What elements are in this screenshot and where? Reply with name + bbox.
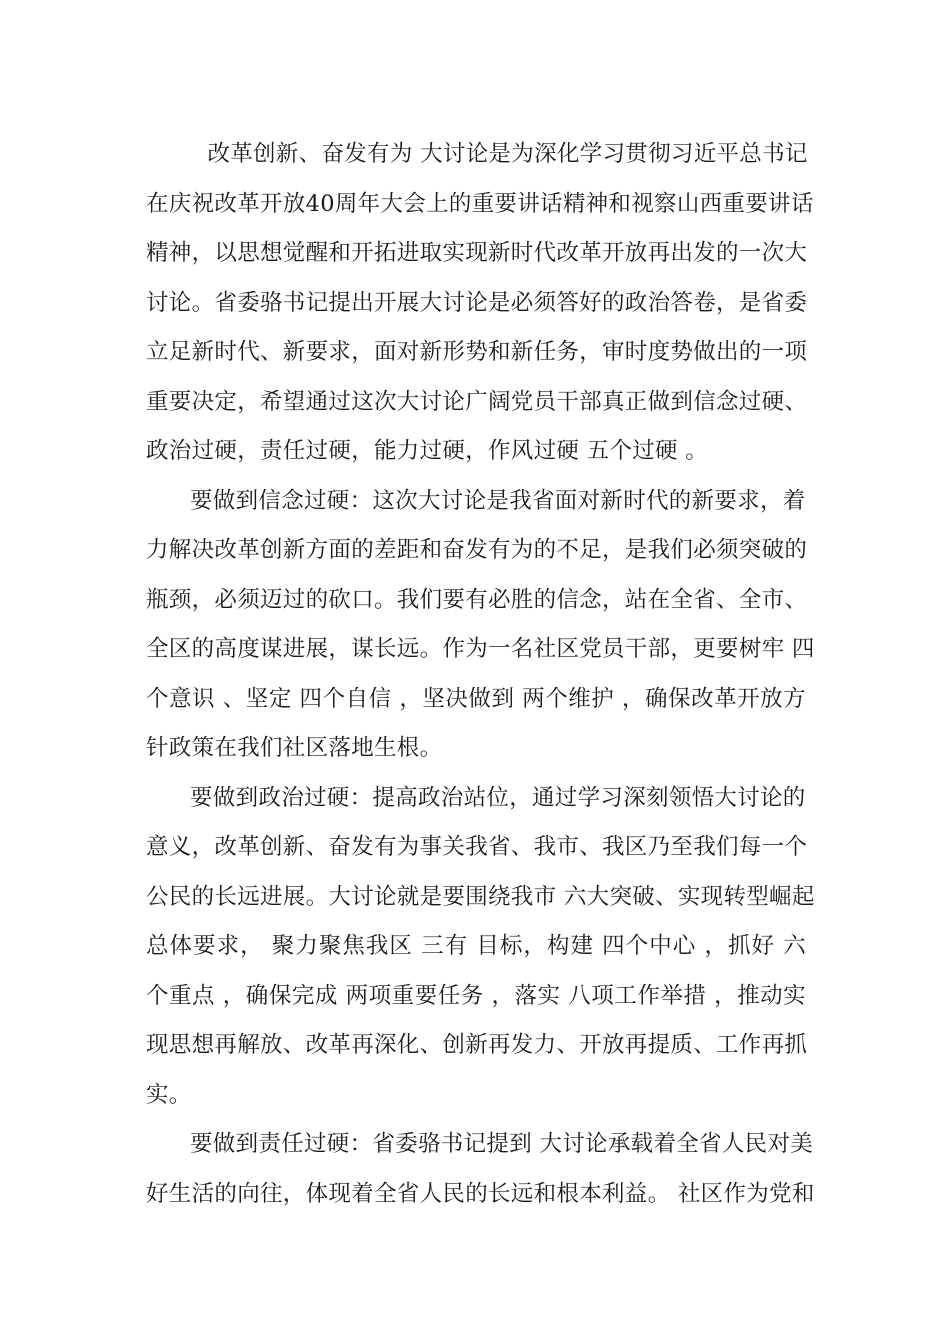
paragraph-3-line-4: 总体要求， 聚力聚焦我区 三有 目标，构建 四个中心 ，抓好 六: [146, 933, 806, 959]
paragraph-3-line-2: 意义，改革创新、奋发有为事关我省、我市、我区乃至我们每一个: [146, 834, 808, 860]
paragraph-3-line-7: 实。: [146, 1082, 192, 1108]
paragraph-3-line-6: 现思想再解放、改革再深化、创新再发力、开放再提质、工作再抓: [146, 1032, 808, 1058]
paragraph-3-line-5: 个重点 ，确保完成 两项重要任务 ，落实 八项工作举措 ，推动实: [146, 983, 806, 1009]
paragraph-4-line-2: 好生活的向往，体现着全省人民的长远和根本利益。 社区作为党和: [146, 1181, 815, 1207]
paragraph-1-line-3: 精神，以思想觉醒和开拓进取实现新时代改革开放再出发的一次大: [146, 240, 808, 266]
paragraph-2-line-4: 全区的高度谋进展，谋长远。作为一名社区党员干部，更要树牢 四: [146, 636, 815, 662]
paragraph-1-line-2: 在庆祝改革开放40周年大会上的重要讲话精神和视察山西重要讲话: [146, 191, 814, 217]
paragraph-2-line-1: 要做到信念过硬：这次大讨论是我省面对新时代的新要求，着: [190, 488, 806, 514]
paragraph-4-line-1: 要做到责任过硬：省委骆书记提到 大讨论承载着全省人民对美: [190, 1131, 814, 1157]
paragraph-2-line-3: 瓶颈，必须迈过的砍口。我们要有必胜的信念，站在全省、全市、: [146, 587, 808, 613]
paragraph-1-line-7: 政治过硬，责任过硬，能力过硬，作风过硬 五个过硬 。: [146, 438, 709, 464]
paragraph-2-line-2: 力解决改革创新方面的差距和奋发有为的不足，是我们必须突破的: [146, 537, 808, 563]
paragraph-1-line-6: 重要决定，希望通过这次大讨论广阔党员干部真正做到信念过硬、: [146, 389, 808, 415]
paragraph-1-line-4: 讨论。省委骆书记提出开展大讨论是必须答好的政治答卷，是省委: [146, 290, 808, 316]
paragraph-2-line-5: 个意识 、坚定 四个自信 ，坚决做到 两个维护 ，确保改革开放方: [146, 686, 806, 712]
paragraph-1-line-1: 改革创新、奋发有为 大讨论是为深化学习贯彻习近平总书记: [200, 141, 808, 167]
paragraph-3-line-1: 要做到政治过硬：提高政治站位，通过学习深刻领悟大讨论的: [190, 785, 806, 811]
paragraph-2-line-6: 针政策在我们社区落地生根。: [146, 735, 443, 761]
paragraph-3-line-3: 公民的长远进展。大讨论就是要围绕我市 六大突破、实现转型崛起: [146, 884, 815, 910]
paragraph-1-line-5: 立足新时代、新要求，面对新形势和新任务，审时度势做出的一项: [146, 339, 808, 365]
